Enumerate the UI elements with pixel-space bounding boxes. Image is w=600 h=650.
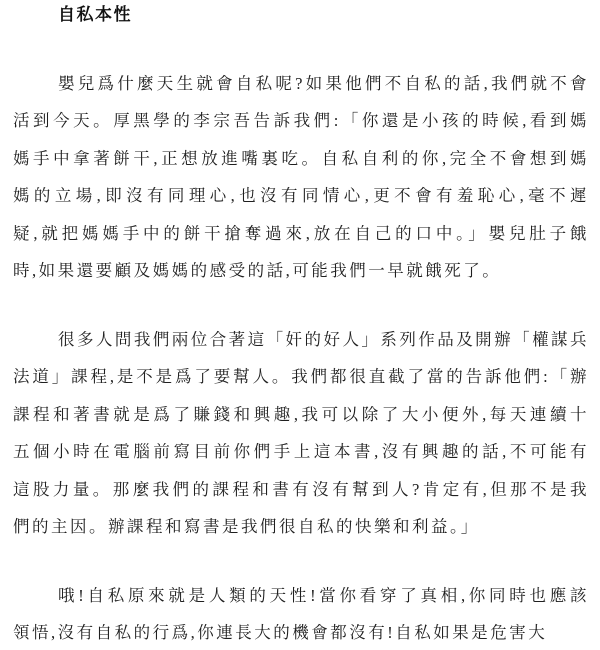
text-line: 嬰兒爲什麼天生就會自私呢?如果他們不自私的話,我們就不會 — [58, 73, 588, 93]
paragraph — [13, 65, 588, 290]
text-line: 媽的立場,即沒有同理心,也沒有同情心,更不會有羞恥心,毫不遲 — [13, 186, 588, 205]
text-line: 疑,就把媽媽手中的餅干搶奪過來,放在自己的口中。」嬰兒肚子餓 — [13, 223, 588, 243]
text-line: 哦!自私原來就是人類的天性!當你看穿了真相,你同時也應該 — [58, 585, 588, 605]
text-line: 們的主因。辦課程和寫書是我們很自私的快樂和利益。」 — [13, 517, 480, 536]
text-line: 活到今天。厚黑學的李宗吾告訴我們:「你還是小孩的時候,看到媽 — [13, 111, 588, 130]
text-line: 媽手中拿著餅干,正想放進嘴裏吃。自私自利的你,完全不會想到媽 — [13, 148, 588, 168]
text-line: 很多人問我們兩位合著這「奸的好人」系列作品及開辦「權謀兵 — [58, 329, 588, 349]
text-line: 法道」課程,是不是爲了要幫人。我們都很直截了當的告訴他們:「辦 — [13, 367, 588, 386]
text-line: 課程和著書就是爲了賺錢和興趣,我可以除了大小便外,每天連續十 — [13, 404, 588, 424]
text-line: 這股力量。那麼我們的課程和書有沒有幫到人?肯定有,但那不是我 — [13, 479, 588, 499]
text-line: 時,如果還要顧及媽媽的感受的話,可能我們一早就餓死了。 — [13, 261, 502, 280]
paragraph — [13, 321, 588, 546]
text-line: 五個小時在電腦前寫目前你們手上這本書,沒有興趣的話,不可能有 — [13, 442, 588, 461]
paragraph — [13, 577, 588, 650]
text-line: 領悟,沒有自私的行爲,你連長大的機會都沒有!自私如果是危害大 — [13, 623, 548, 642]
document-body — [13, 65, 588, 650]
document-title: 自私本性 — [58, 5, 132, 24]
